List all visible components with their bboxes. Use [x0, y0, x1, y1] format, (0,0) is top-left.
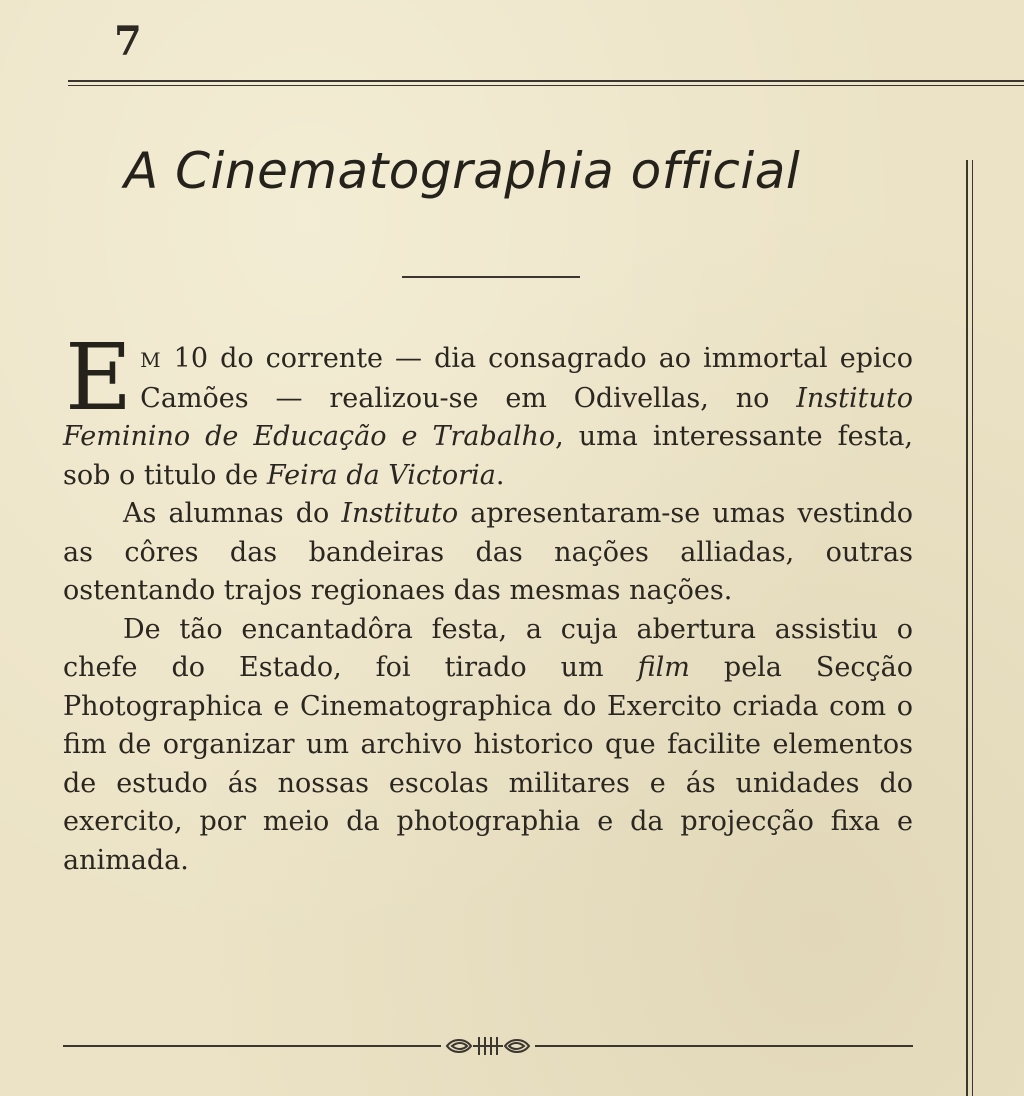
article-title: A Cinematographia official — [124, 142, 801, 200]
title-separator — [402, 276, 580, 278]
column-rule — [966, 160, 973, 1096]
paragraph — [63, 611, 913, 881]
page-number: 7 — [114, 18, 142, 65]
text-span: De tão encantadôra festa, a cuja abertura assistiu o chefe do Estado, foi tirado um — [63, 613, 913, 683]
text-span: M — [140, 348, 162, 372]
text-span: Instituto — [341, 498, 459, 529]
text-span: film — [637, 652, 690, 683]
header-rule — [68, 80, 1024, 86]
text-span: . — [495, 459, 505, 491]
end-ornament-row — [63, 1032, 913, 1060]
ornament-rule-left — [63, 1045, 441, 1047]
article-body — [63, 324, 913, 880]
text-span: Instituto Feminino de Educação e Trabalho — [63, 382, 913, 452]
fleuron-ornament-icon — [443, 1032, 533, 1060]
text-span: , uma interessante festa, sob o titulo de — [63, 421, 913, 491]
text-span: 10 do corrente — dia consagrado ao immortal epico Camões — realizou-se em Odivellas, no — [140, 343, 913, 414]
text-span: apresentaram-se umas vestindo as côres das bandeiras das nações alliadas, outras ostentando trajos regionaes das mesmas nações. — [63, 498, 913, 606]
text-span: pela Secção Photographica e Cinematographica do Exercito criada com o fim de organizar um archivo historico que facilite elementos de estudo ás nossas escolas militares e ás unidades do exercito, por meio da photographia e da projecção fixa e animada. — [63, 652, 913, 876]
paragraph — [63, 495, 913, 611]
text-span: As alumnas do — [123, 498, 342, 529]
ornament-rule-right — [535, 1045, 913, 1047]
text-span: Feira da Victoria — [266, 459, 496, 491]
drop-cap: E — [65, 324, 133, 431]
paragraph — [63, 324, 913, 495]
